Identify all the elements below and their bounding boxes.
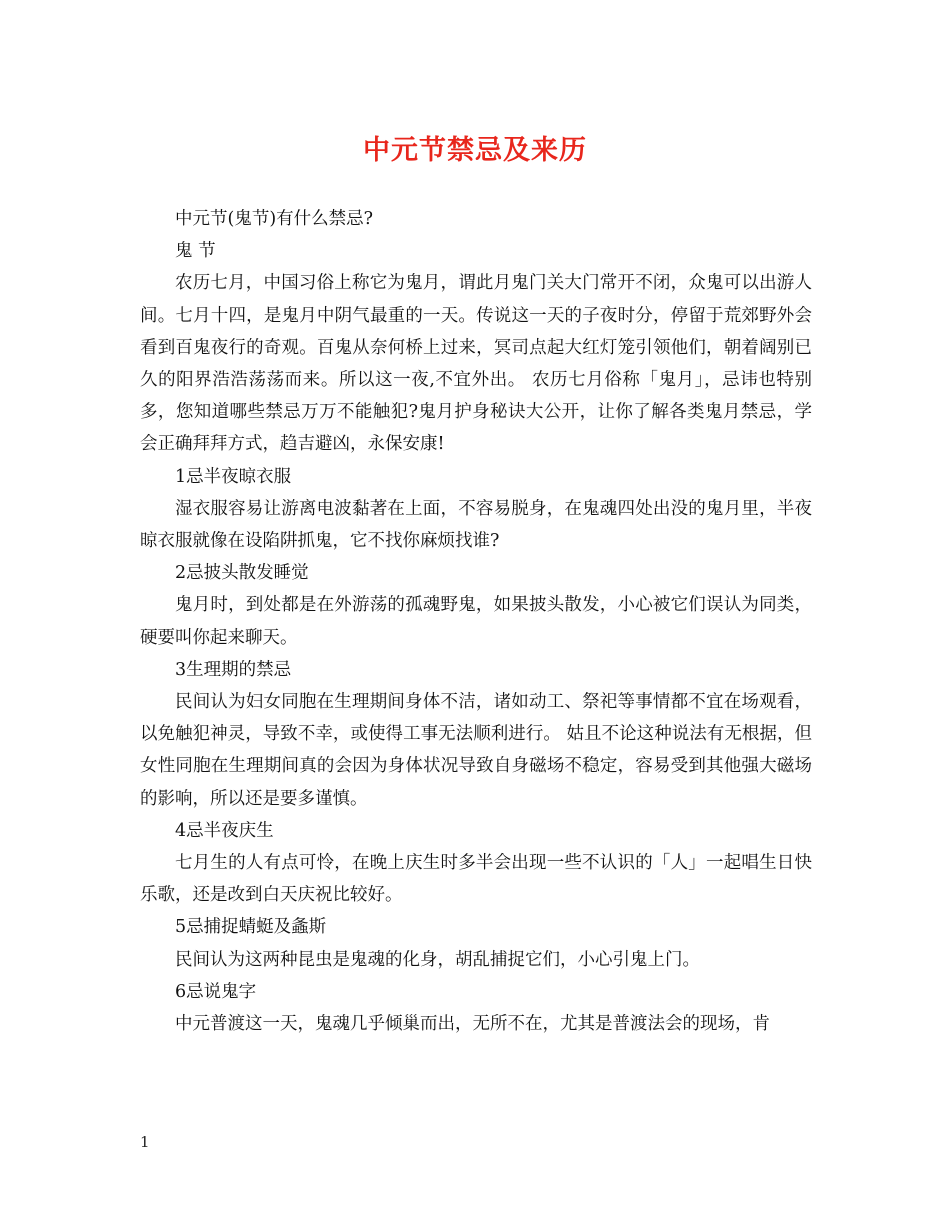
taboo-heading-6: 6忌说鬼字 [175,981,257,1002]
taboo-heading-3: 3生理期的禁忌 [175,659,292,680]
taboo-heading-5: 5忌捕捉蜻蜓及螽斯 [175,917,327,938]
document-body [140,203,812,1040]
taboo-heading-1: 1忌半夜晾衣服 [175,466,292,487]
paragraph-heading-ghost-festival: 鬼 节 [175,241,216,262]
paragraph-intro: 农历七月，中国习俗上称它为鬼月，谓此月鬼门关大门常开不闭，众鬼可以出游人间。七月十四，是鬼月中阴气最重的一天。传说这一天的子夜时分，停留于荒郊野外会看到百鬼夜行的奇观。百鬼从奈何桥上过来，冥司点起大红灯笼引领他们，朝着阔别已久的阳界浩浩荡荡而来。所以这一夜,不宜外出。 农历七月俗称「鬼月」，忌讳也特别多，您知道哪些禁忌万万不能触犯?鬼月护身秘诀大公开，让你了解各类鬼月禁忌，学会正确拜拜方式，趋吉避凶，永保安康! [140,273,812,455]
taboo-heading-2: 2忌披头散发睡觉 [175,563,309,584]
taboo-text-2: 鬼月时，到处都是在外游荡的孤魂野鬼，如果披头散发，小心被它们误认为同类，硬要叫你起来聊天。 [140,595,812,648]
document-title: 中元节禁忌及来历 [363,135,587,166]
taboo-text-6: 中元普渡这一天，鬼魂几乎倾巢而出，无所不在，尤其是普渡法会的现场，肯 [175,1014,770,1035]
taboo-heading-4: 4忌半夜庆生 [175,820,274,841]
taboo-text-4: 七月生的人有点可怜，在晚上庆生时多半会出现一些不认识的「人」一起唱生日快乐歌，还是改到白天庆祝比较好。 [140,853,812,906]
taboo-text-3: 民间认为妇女同胞在生理期间身体不洁，诸如动工、祭祀等事情都不宜在场观看，以免触犯神灵，导致不幸，或使得工事无法顺利进行。 姑且不论这种说法有无根据，但女性同胞在生理期间真的会因为身体状况导致自身磁场不稳定，容易受到其他强大磁场的影响，所以还是要多谨慎。 [140,692,812,809]
page-number: 1 [140,1133,150,1151]
taboo-text-5: 民间认为这两种昆虫是鬼魂的化身，胡乱捕捉它们，小心引鬼上门。 [175,949,700,970]
paragraph-question: 中元节(鬼节)有什么禁忌? [175,209,374,229]
taboo-text-1: 湿衣服容易让游离电波黏著在上面，不容易脱身，在鬼魂四处出没的鬼月里，半夜晾衣服就像在设陷阱抓鬼，它不找你麻烦找谁? [140,498,812,552]
